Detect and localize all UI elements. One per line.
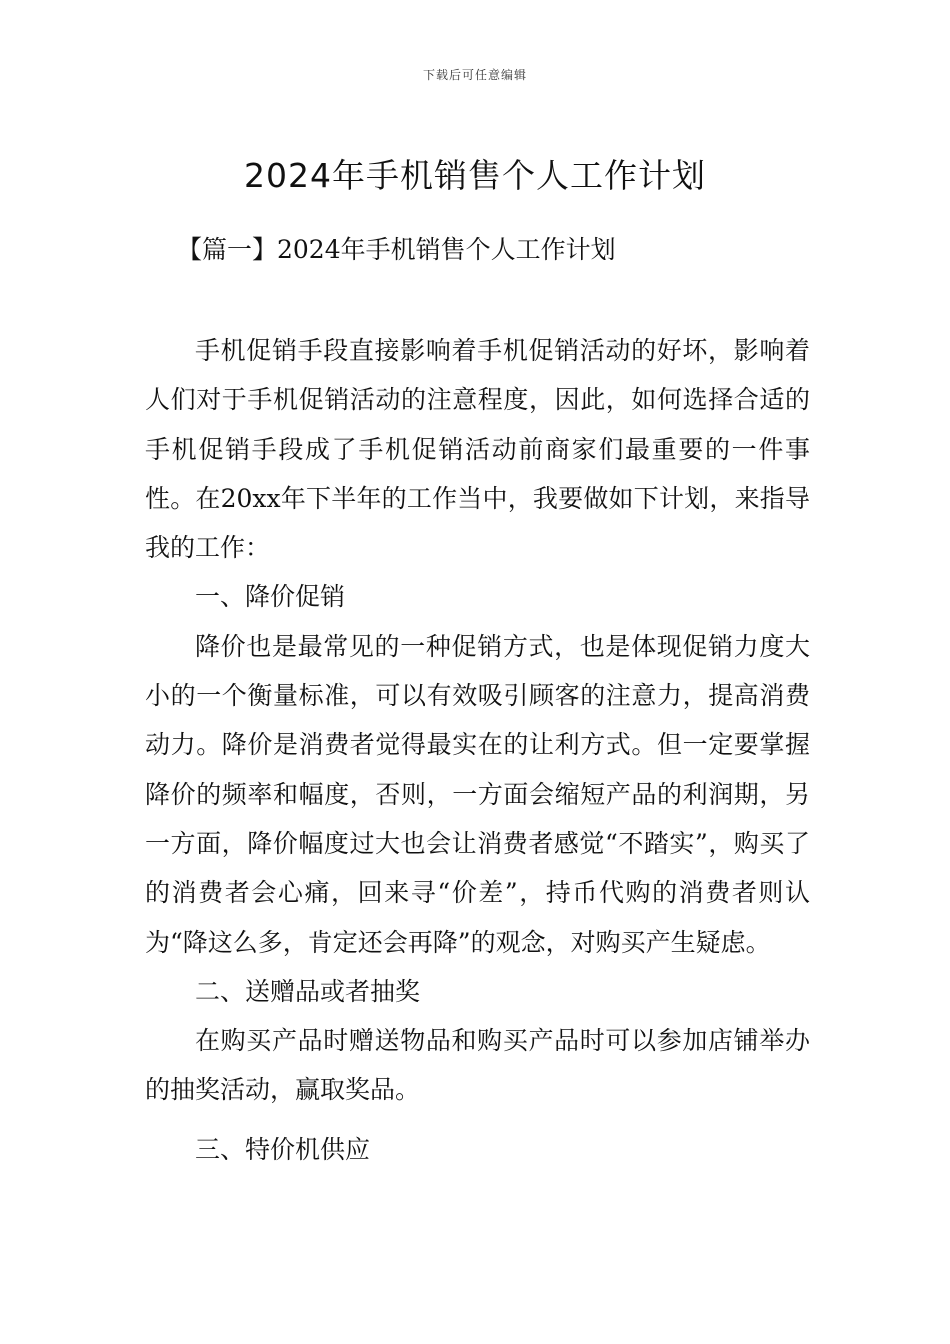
heading-gifts-lottery: 二、送赠品或者抽奖 [195,976,421,1006]
heading-price-reduction: 一、降价促销 [195,582,346,612]
header-note: 下载后可任意编辑 [422,68,527,82]
paragraph-gifts-lottery: 在购买产品时赠送物品和购买产品时可以参加店铺举办的抽奖活动，赢取奖品。 [145,1026,810,1105]
document-body [145,326,810,1174]
paragraph-intro: 手机促销手段直接影响着手机促销活动的好坏，影响着人们对于手机促销活动的注意程度，因此，如何选择合适的手机促销手段成了手机促销活动前商家们最重要的一件事性。在20xx年下半年的工作当中，我要做如下计划，来指导我的工作： [145,336,810,563]
section-title: 【篇一】2024年手机销售个人工作计划 [177,235,616,264]
heading-special-offer: 三、特价机供应 [195,1134,371,1164]
document-title: 2024年手机销售个人工作计划 [244,156,706,196]
paragraph-price-reduction: 降价也是最常见的一种促销方式，也是体现促销力度大小的一个衡量标准，可以有效吸引顾客的注意力，提高消费动力。降价是消费者觉得最实在的让利方式。但一定要掌握降价的频率和幅度，否则，一方面会缩短产品的利润期，另一方面，降价幅度过大也会让消费者感觉“不踏实”，购买了的消费者会心痛，回来寻“价差”，持币代购的消费者则认为“降这么多，肯定还会再降”的观念，对购买产生疑虑。 [145,631,810,957]
